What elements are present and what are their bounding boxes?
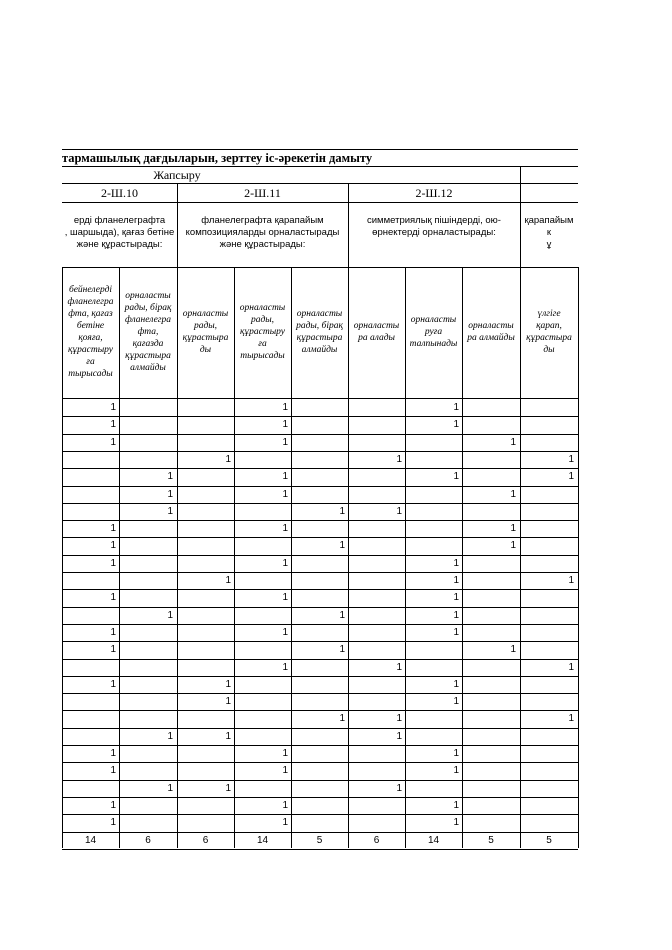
group-description: қарапайым к ұ	[524, 215, 574, 250]
table-cell: 1	[225, 782, 231, 794]
column-header: орналасты ра алмайды	[467, 321, 515, 343]
column-header: үлгіге қарап, құрастыра ды	[526, 309, 572, 355]
table-row	[62, 416, 578, 417]
table-row	[62, 624, 578, 625]
table-cell: 1	[568, 713, 574, 725]
table-cell: 1	[282, 661, 288, 673]
table-row	[62, 693, 578, 694]
table-cell: 1	[225, 696, 231, 708]
table-cell: 1	[453, 696, 459, 708]
group-code: 2-Ш.11	[244, 186, 281, 200]
table-cell: 1	[110, 748, 116, 759]
table-cell: 1	[453, 419, 459, 431]
table-cell: 1	[339, 540, 345, 552]
table-cell: 1	[282, 592, 288, 604]
table-cell: 1	[339, 505, 345, 517]
table-row	[62, 537, 578, 538]
total-cell: 14	[84, 834, 97, 846]
table-row	[62, 814, 578, 815]
table-cell: 1	[396, 782, 402, 794]
table-cell: 1	[110, 419, 116, 431]
table-row	[62, 468, 578, 469]
table-row	[62, 520, 578, 521]
total-cell: 5	[546, 834, 552, 846]
column-line	[462, 267, 463, 848]
table-row	[62, 832, 578, 833]
table-row	[62, 486, 578, 487]
table-cell: 1	[396, 505, 402, 517]
table-cell: 1	[282, 765, 288, 777]
table-cell: 1	[110, 678, 116, 690]
table-row	[62, 676, 578, 677]
total-cell: 5	[488, 834, 494, 846]
table-row	[62, 572, 578, 573]
table-cell: 1	[110, 523, 116, 535]
table-cell: 1	[167, 782, 173, 794]
table-row	[62, 451, 578, 452]
column-header: орналасты руға талпынады	[409, 315, 458, 349]
table-cell: 1	[282, 471, 288, 483]
column-header: орналасты рады, бірақ құрастыра алмайды	[296, 309, 343, 355]
group-description: симметриялық пішіндерді, ою- өрнектерді орналастырады:	[367, 215, 501, 238]
table-cell: 1	[110, 799, 116, 811]
table-bottom-line	[62, 849, 578, 850]
table-row	[62, 555, 578, 556]
column-line	[578, 267, 579, 848]
table-cell: 1	[282, 436, 288, 448]
table-cell: 1	[282, 799, 288, 811]
table-cell: 1	[396, 453, 402, 465]
total-cell: 6	[145, 834, 151, 846]
table-row	[62, 503, 578, 504]
table-cell: 1	[453, 402, 459, 413]
table-cell: 1	[110, 436, 116, 448]
table-cell: 1	[510, 488, 516, 500]
total-cell: 6	[202, 834, 209, 846]
table-row	[62, 589, 578, 590]
table-cell: 1	[453, 765, 459, 777]
column-header: орналасты рады, бірақ фланелегра фта, қағазда құрастыра алмайды	[124, 291, 172, 373]
table-cell: 1	[339, 609, 345, 621]
table-cell: 1	[225, 575, 231, 586]
table-cell: 1	[110, 765, 116, 777]
column-header: орналасты ра алады	[353, 321, 400, 343]
section-line	[62, 183, 578, 184]
table-cell: 1	[453, 575, 459, 586]
total-cell: 14	[256, 834, 269, 846]
group-description: фланелеграфта қарапайым композицияларды орналастырады және құрастырады:	[185, 215, 340, 250]
table-cell: 1	[510, 436, 516, 448]
table-cell: 1	[110, 540, 116, 552]
table-cell: 1	[110, 817, 116, 829]
table-row	[62, 745, 578, 746]
table-cell: 1	[510, 540, 516, 552]
table-cell: 1	[453, 799, 459, 811]
table-cell: 1	[568, 471, 574, 483]
table-row	[62, 607, 578, 608]
column-header: орналасты рады, құрастыру ға тырысады	[239, 303, 286, 361]
desc-line	[62, 267, 578, 268]
table-row	[62, 762, 578, 763]
subheader-line	[62, 398, 578, 399]
table-cell: 1	[453, 609, 459, 621]
section-label: Жапсыру	[153, 168, 201, 182]
table-cell: 1	[510, 644, 516, 656]
table-cell: 1	[282, 557, 288, 569]
section-divider	[520, 166, 521, 183]
column-header: бейнелерді фланелегра фта, қағаз бетіне қояға, құрастыру ға тырысады	[67, 285, 114, 379]
table-cell: 1	[282, 626, 288, 638]
table-cell: 1	[282, 523, 288, 535]
table-cell: 1	[396, 661, 402, 673]
page-title: тармашылық дағдыларын, зерттеу іс-әрекетін дамыту	[62, 151, 373, 165]
table-cell: 1	[167, 505, 173, 517]
table-cell: 1	[282, 488, 288, 500]
total-cell: 6	[373, 834, 380, 846]
table-cell: 1	[225, 730, 231, 742]
column-header: орналасты рады, құрастыра ды	[182, 309, 229, 355]
table-cell: 1	[110, 592, 116, 604]
table-cell: 1	[339, 713, 345, 725]
table-cell: 1	[453, 748, 459, 759]
header-top-line	[62, 166, 578, 167]
table-row	[62, 710, 578, 711]
table-cell: 1	[282, 748, 288, 759]
column-line	[348, 267, 349, 848]
table-cell: 1	[453, 678, 459, 690]
table-cell: 1	[282, 402, 288, 413]
code-line	[62, 202, 578, 203]
group-code: 2-Ш.12	[415, 186, 453, 200]
table-row	[62, 659, 578, 660]
table-cell: 1	[110, 557, 116, 569]
group-code: 2-Ш.10	[100, 186, 139, 200]
total-cell: 14	[427, 834, 440, 846]
table-cell: 1	[167, 609, 173, 621]
table-cell: 1	[110, 644, 116, 656]
group-description: ерді фланелеграфта , шаршыда), қағаз бетіне және құрастырады:	[64, 215, 175, 250]
table-cell: 1	[510, 523, 516, 535]
table-cell: 1	[453, 817, 459, 829]
table-cell: 1	[167, 471, 173, 483]
table-cell: 1	[167, 730, 173, 742]
table-cell: 1	[225, 678, 231, 690]
table-cell: 1	[453, 471, 459, 483]
table-cell: 1	[568, 453, 574, 465]
table-cell: 1	[453, 592, 459, 604]
table-cell: 1	[568, 575, 574, 586]
table-row	[62, 434, 578, 435]
table-row	[62, 728, 578, 729]
table-cell: 1	[282, 419, 288, 431]
table-cell: 1	[339, 644, 345, 656]
title-top-line	[62, 149, 578, 150]
table-cell: 1	[453, 557, 459, 569]
table-row	[62, 641, 578, 642]
table-row	[62, 797, 578, 798]
table-cell: 1	[110, 626, 116, 638]
table-cell: 1	[282, 817, 288, 829]
table-cell: 1	[225, 453, 231, 465]
table-cell: 1	[453, 626, 459, 638]
table-row	[62, 780, 578, 781]
table-cell: 1	[568, 661, 574, 673]
table-cell: 1	[396, 730, 402, 742]
table-cell: 1	[167, 488, 173, 500]
table-cell: 1	[110, 402, 116, 413]
table-cell: 1	[396, 713, 402, 725]
total-cell: 5	[316, 834, 323, 846]
